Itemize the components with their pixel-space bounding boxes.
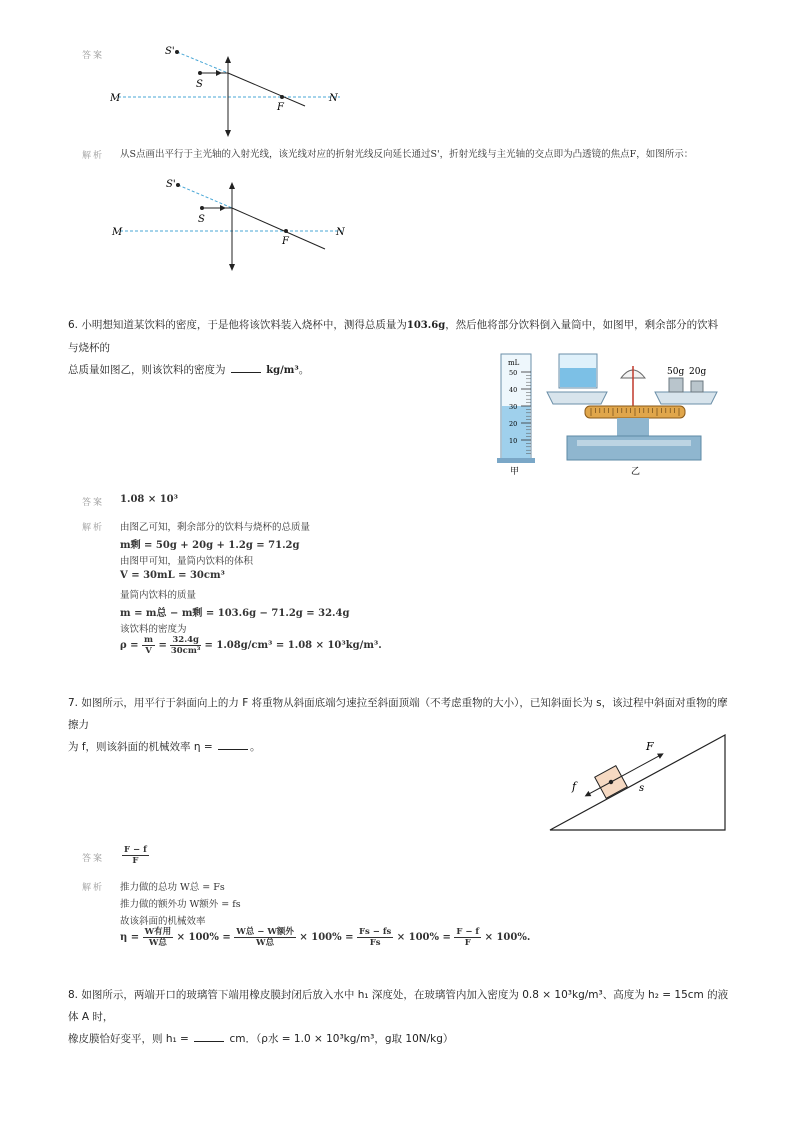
label-f-lower: f (572, 780, 577, 793)
force-f-arrow (611, 754, 662, 782)
q7-analysis-line-2: 推力做的额外功 W额外 = fs (120, 899, 241, 910)
block (579, 743, 670, 807)
caption-yi: 乙 (631, 467, 641, 477)
graduated-cylinder-figure (495, 350, 537, 478)
q7-analysis-line-1: 推力做的总功 W总 = Fs (120, 882, 225, 893)
answer-fraction (122, 845, 149, 866)
ray-arrow (216, 70, 222, 76)
q6-text-a: 小明想知道某饮料的密度，于是他将该饮料装入烧杯中，测得总质量为 (81, 319, 407, 331)
fraction-4 (454, 927, 481, 948)
caption-jia: 甲 (510, 467, 520, 477)
q6-mass-total: 103.6g (406, 320, 446, 331)
refracted-ray (228, 73, 305, 106)
q6-number: 6. (68, 319, 79, 331)
frac-den: W总 (148, 938, 167, 948)
eff-term: × 100% = (396, 932, 451, 943)
friction-arrowhead (583, 791, 591, 799)
cylinder-tick-label: 50 (509, 369, 518, 377)
q7-number: 7. (68, 697, 79, 709)
f-point (280, 95, 284, 99)
f-point (284, 229, 288, 233)
cylinder-unit: mL (508, 359, 520, 367)
frac-den: W总 (256, 938, 275, 948)
cylinder-tick-label: 10 (509, 437, 518, 445)
s-prime-label: S' (165, 46, 175, 57)
beaker-liquid (560, 368, 596, 387)
q7-answer (122, 845, 149, 866)
q6-text-c: 总质量如图乙，则该饮料的密度为 (68, 364, 226, 376)
q7-text-b: 为 f，则该斜面的机械效率 η = (68, 741, 213, 753)
frac-num: 32.4g (172, 635, 200, 645)
s-label: S (198, 214, 205, 225)
f-label: F (277, 102, 284, 113)
q6-analysis-line-7: 该饮料的密度为 (120, 624, 187, 635)
pillar (617, 418, 649, 436)
lens-diagram-analysis (110, 172, 360, 272)
answer-tag: 答案 (82, 51, 105, 61)
ray-arrow (220, 205, 226, 211)
eff-term: × 100%. (484, 932, 531, 943)
label-f-upper: F (646, 740, 654, 753)
q8-text-c: cm．（ρ水 = 1.0 × 10³kg/m³，g取 10N/kg） (229, 1033, 454, 1045)
lens-diagram-answer (110, 38, 350, 138)
frac-den: V (145, 646, 152, 656)
balance-base (567, 436, 701, 460)
eff-term: × 100% = (299, 932, 354, 943)
fraction-values (170, 635, 201, 656)
back-extension (177, 52, 228, 73)
frac-num: Fs − fs (358, 927, 392, 937)
weight-50g (669, 378, 683, 392)
density-rhs: = 1.08g/cm³ = 1.08 × 10³kg/m³. (204, 640, 382, 651)
answer-tag: 答案 (82, 854, 105, 864)
incline-diagram (545, 730, 730, 835)
q8-text-b: 橡皮膜恰好变平，则 h₁ = (68, 1033, 189, 1045)
q5-analysis-text: 从S点画出平行于主光轴的入射光线，该光线对应的折射光线反向延长通过S'，折射光线与主光轴的交点即为凸透镜的焦点F，如图所示： (120, 149, 694, 160)
q7-efficiency-formula (120, 927, 530, 948)
f-label: F (282, 236, 289, 247)
n-label: N (336, 227, 345, 238)
m-label: M (112, 227, 123, 238)
back-extension (178, 185, 232, 208)
q7-analysis-line-3: 故该斜面的机械效率 (120, 916, 206, 927)
frac-num: F − f (124, 845, 147, 855)
weight-20g-label: 20g (689, 367, 707, 377)
left-pan (547, 392, 607, 404)
q6-analysis-line-4: V = 30mL = 30cm³ (120, 570, 225, 581)
q7-blank[interactable] (218, 739, 248, 750)
lens-arrow-bottom (229, 264, 235, 271)
analysis-tag: 解析 (82, 883, 105, 893)
weight-20g (691, 381, 703, 392)
label-s: s (639, 783, 645, 794)
frac-num: W有用 (144, 927, 172, 937)
density-eq: = (158, 640, 167, 651)
frac-den: F (132, 856, 139, 866)
s-prime-point (176, 183, 180, 187)
cylinder-liquid (502, 406, 530, 459)
fraction-2 (234, 927, 296, 948)
frac-num: m (144, 635, 153, 645)
refracted-ray (232, 208, 325, 249)
q6-analysis-line-2: m剩 = 50g + 20g + 1.2g = 71.2g (120, 540, 300, 551)
answer-tag: 答案 (82, 498, 105, 508)
q8-number: 8. (68, 989, 79, 1001)
q7-text-a: 如图所示，用平行于斜面向上的力 F 将重物从斜面底端匀速拉至斜面顶端（不考虑重物的大小），已知斜面长为 s，该过程中斜面对重物的摩擦力 (68, 697, 728, 731)
eff-term: × 100% = (176, 932, 231, 943)
frac-den: 30cm³ (170, 646, 201, 656)
q6-text-d: 。 (298, 364, 310, 376)
lens-arrow-bottom (225, 130, 231, 137)
q8-blank[interactable] (194, 1031, 224, 1042)
s-point (200, 206, 204, 210)
balance-figure (545, 348, 727, 478)
q6-text-b: ，然后他将部分饮料倒入量筒中，如图甲，剩余部分的饮料与烧杯的 (68, 319, 719, 354)
force-f-arrowhead (657, 751, 665, 759)
density-lhs: ρ = (120, 640, 139, 651)
right-pan (655, 392, 717, 404)
q6-analysis-line-5: 量筒内饮料的质量 (120, 590, 197, 601)
fraction-1 (143, 927, 174, 948)
q8-stem (68, 984, 738, 1050)
q6-analysis-line-1: 由图乙可知，剩余部分的饮料与烧杯的总质量 (120, 522, 311, 533)
s-point (198, 71, 202, 75)
fraction-3 (357, 927, 393, 948)
q6-blank[interactable] (231, 362, 261, 373)
incline-triangle (550, 735, 725, 830)
q6-density-formula (120, 635, 382, 656)
weight-50g-label: 50g (667, 367, 685, 377)
lens-arrow-top (225, 56, 231, 63)
cylinder-tick-label: 30 (509, 403, 518, 411)
lens-arrow-top (229, 182, 235, 189)
frac-num: F − f (456, 927, 480, 937)
q8-text-a: 如图所示，两端开口的玻璃管下端用橡皮膜封闭后放入水中 h₁ 深度处，在玻璃管内加入密度为 0.8 × 10³kg/m³、高度为 h₂ = 15cm 的液体 A 时， (68, 989, 729, 1023)
cylinder-tick-label: 40 (509, 386, 518, 394)
cylinder-tick-label: 20 (509, 420, 518, 428)
s-prime-point (175, 50, 179, 54)
frac-num: W总 − W额外 (236, 927, 294, 937)
s-label: S (196, 79, 203, 90)
analysis-tag: 解析 (82, 151, 105, 161)
m-label: M (110, 93, 121, 104)
n-label: N (329, 93, 338, 104)
q7-text-c: 。 (250, 741, 261, 753)
q6-answer: 1.08 × 10³ (120, 494, 178, 505)
s-prime-label: S' (166, 179, 176, 190)
q6-unit: kg/m³ (266, 365, 299, 376)
cylinder-base (497, 458, 535, 463)
eta-lhs: η = (120, 932, 140, 943)
frac-den: Fs (369, 938, 381, 948)
fraction-m-v (142, 635, 155, 656)
q6-analysis-line-6: m = m总 − m剩 = 103.6g − 71.2g = 32.4g (120, 608, 350, 619)
analysis-tag: 解析 (82, 523, 105, 533)
base-highlight (577, 440, 691, 446)
frac-den: F (464, 938, 471, 948)
q6-analysis-line-3: 由图甲可知，量筒内饮料的体积 (120, 556, 254, 567)
